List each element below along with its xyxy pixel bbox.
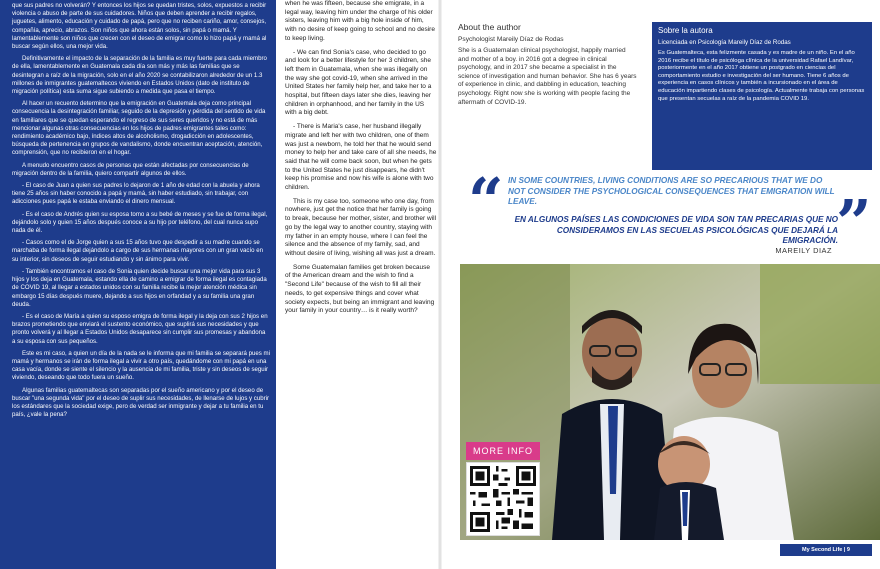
en-paragraph: - There is Maria's case, her husband illegally migrate and left her with two children, one of them was just a newborn, he told her that he would send money to help her and take care of all she needs, he said that he will come back soon, but when he gets to the United States he just disappears, he didn't keep his promise and now his wife is alone with two children. [285,123,437,192]
sobre-bio: Es Guatemalteca, esta felizmente casada y es madre de un niño. En el año 2016 recibe el título de psicóloga clínica de la universidad Rafael Landívar, posteriormente en el año 2017 obtiene un postgrado en ciencias del comportamiento estudio e investigación del ser humano. Tiene 6 años de experiencia en casos clínicos y también a incursionado en el área de educación impartiendo clases de psicología. Actualmente trabaja con personas que presentan secuelas a raíz de la pandemia COVID 19. [658,50,865,102]
en-paragraph: - We can find Sonia's case, who decided to go and look for a better lifestyle for her 3 children, she left them in Guatemala, when she was illegally on the way she got covid-19, when she arrived in the United States her family help her, and take her to a hospital, but fifteen days later she dies, leaving her children in orphanhood, and her family in the US with a big debt. [285,48,432,117]
es-paragraph: Al hacer un recuento determino que la emigración en Guatemala deja como principal consecuencia la desintegración familiar, seguido de la depresión y pérdida del sentido de vida en familiares que se quedan esperando el regreso de sus seres queridos y no está de más mencionar algunas otras consecuencias en los hijos de padres emigrantes tales como: rendimiento académico bajo, índices altos de alcoholismo, drogadicción en adolescentes, búsqueda de pertenencia en grupos de vandalismo, donde encuentran aceptación, atención, comprensión, que no recibieron en el hogar. [12,100,266,157]
about-author-role: Psychologist Mareily Díaz de Rodas [458,36,564,43]
qr-code-graphic [467,463,539,535]
es-paragraph: Algunas familias guatemaltecas son separadas por el sueño americano y por el deseo de buscar "una segunda vida" por el deseo de suplir sus necesidades, de llenarse de lujos y cubrir los estándares que la sociedad exige, pero de verdad ser inmigrante y dejar a tu familia en tu país, ¿vale la pena? [12,386,270,419]
en-paragraph: This is my case too, someone who one day, from nowhere, just get the notice that her family is going to break, because her mother, sister, and brother will go by the legal way to another country, staying with my father in an empty house, where I can feel the silence and the absence of my family, sad, and without desire of living, wishing all was just a dream. [285,197,437,257]
sobre-role: Licenciada en Psicología Mareily Díaz de Rodas [658,39,791,46]
qr-code-icon[interactable] [466,462,540,536]
english-article-column [285,0,437,321]
page-footer: My Second Life | 9 [780,544,872,556]
pull-quote-english: IN SOME COUNTRIES, LIVING CONDITIONS ARE SO PRECARIOUS THAT WE DO NOT CONSIDER THE PSYCHOLOGICAL CONSEQUENCES THAT EMIGRATION WILL LEAVE. [508,176,835,206]
spanish-article-text [12,2,270,423]
open-quote-icon: “ [468,164,504,237]
right-page [440,0,880,569]
es-paragraph: - El caso de Juan a quien sus padres lo dejaron de 1 año de edad con la abuela y ahora tiene 25 años sin haber conocido a papá y mamá, sin haber estudiado, sin trabajar, con adicciones pues papá le estaba enviando el dinero mensual. [12,182,260,206]
es-paragraph: - También encontramos el caso de Sonia quien decide buscar una mejor vida para sus 3 hijos y los deja en Guatemala, estando ella de camino a emigrar de forma ilegal es contagiada de COVID 19, al llegar a estados unidos con su familia recibe la mejor atención médica sin embargo 15 días después muere, dejando a sus hijos en orfandad y a su familia una gran deuda. [12,267,267,308]
about-author-heading: About the author [458,22,521,32]
es-paragraph: Este es mi caso, a quien un día de la nada se le informa que mi familia se separará pues mi mamá y hermanos se irán de forma ilegal a vivir a otro país, quedándome con mi papá en una casa vacía, donde se siente el silencio y la ausencia de mi familia, triste y sin deseos de seguir viviendo, deseando que todo fuera un sueño. [12,349,270,382]
en-paragraph: Some Guatemalan families get broken because of the American dream and the wish to find a "Second Life" because of the wish to fill all their needs, to get expensive things and cover what society expects, but being an immigrant and leaving your family in your country… is it really worth? [285,263,435,315]
es-paragraph: - Casos como el de Jorge quien a sus 15 años tuvo que despedir a su madre cuando se marchaba de forma ilegal dejándolo a cargo de sus hermanas mayores con un gran vacío en su interior, sin deseos de seguir estudiando y sin ánimo para vivir. [12,239,264,263]
es-paragraph: - Es el caso de María a quien su esposo emigra de forma ilegal y la deja con sus 2 hijos en brazos prometiendo que enviará el sustento económico, que suplirá sus necesidades y que pronto volverá y al llegar a Estados Unidos desaparece sin cumplir sus promesas y abandona a su esposa con sus pequeños. [12,312,268,345]
es-paragraph: que sus padres no volverán? Y entonces los hijos se quedan tristes, solos, expuestos a recibir violencia o abuso de parte de sus cuidadores. Niños que deben aprender a recibir regalos, juguetes, alimento, educación y cuidado de papá, pero que no reciben cariño, amor, consejos, compañía, aprecio, abrazos. Son niños que ahora están solos, sin papá o mamá. Y lamentablemente son niños que crecen con el deseo de emigrar como lo hizo papá y mamá al buscar según ellos, una mejor vida. [12,2,267,51]
es-paragraph: - Es el caso de Andrés quien su esposa tomo a su bebé de meses y se fue de forma ilegal, dejándolo solo y quien 15 años después conoce a su hijo por teléfono, del cual nunca supo nada de él. [12,210,268,235]
sobre-la-autora-box [652,22,872,170]
about-author-box [458,22,638,107]
es-paragraph: Definitivamente el impacto de la separación de la familia es muy fuerte para cada miembro de ella, lamentablemente en Guatemala cada día son más y más las familias que se desintegran a raíz de la migración, solo en el año 2020 se contabilizaron alrededor de un 1.3 millones de inmigrantes guatemaltecos viviendo en Estados Unidos (dato de instituto de migración política) esta suma sigue subiendo a medida que pasa el tiempo. [12,55,267,96]
close-quote-icon: ” [836,186,872,259]
es-paragraph: A menudo encuentro casos de personas que están afectadas por consecuencias de migración dentro de la familia, quiero compartir algunos de ellos. [12,161,249,177]
more-info-label: MORE INFO [466,442,540,460]
en-paragraph: when he was fifteen, because she emigrate, in a legal way, leaving him under the charge of his older sisters, leaving him with a big hole inside of him, with no desire of keep going to school and no desire to keep living. [285,0,435,42]
sobre-heading: Sobre la autora [658,26,713,35]
about-author-bio: She is a Guatemalan clinical psychologist, happily married and mother of a boy. in 2016 got a degree in clinical psychology, and in 2017 she became a specialist in the science of investigation and human behavior. She has 6 years of experience in clinic, and dabbling in education, teaching psychology. Right now she is working with people facing the aftermath of COVID-19. [458,47,637,106]
pull-quote-author: MAREILY DIAZ [775,246,832,255]
pull-quote-spanish: EN ALGUNOS PAÍSES LAS CONDICIONES DE VIDA SON TAN PRECARIAS QUE NO CONSIDERAMOS EN LAS SECUELAS PSICOLÓGICAS QUE DEJARÁ LA EMIGRACIÓN. [514,215,838,245]
spanish-article-column [0,0,276,569]
